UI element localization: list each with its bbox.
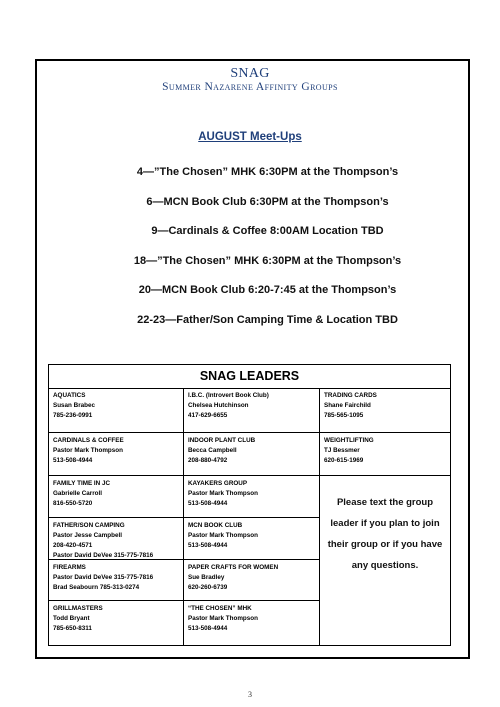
group-name: FAMILY TIME IN JC: [53, 480, 111, 487]
group-name: I.B.C. (Introvert Book Club): [188, 392, 269, 399]
leader-name: Pastor Mark Thompson: [188, 532, 258, 539]
leader-name: Gabrielle Carroll: [53, 490, 102, 497]
event-item: 9—Cardinals & Coffee 8:00AM Location TBD: [151, 225, 384, 237]
leader-name: Chelsea Hutchinson: [188, 402, 249, 409]
leader-phone: 513-508-4944: [188, 625, 228, 632]
leader-name: Pastor Mark Thompson: [188, 615, 258, 622]
leader-name: TJ Bessmer: [324, 447, 360, 454]
page-subtitle: Summer Nazarene Affinity Groups: [162, 81, 338, 93]
leader-cell: [184, 388, 320, 433]
leader-name: Becca Campbell: [188, 447, 237, 454]
leader-cell: [320, 433, 450, 476]
leader-phone: 785-236-0991: [53, 412, 93, 419]
group-name: GRILLMASTERS: [53, 605, 103, 612]
leader-cell: [184, 560, 320, 601]
event-list: [0, 166, 500, 343]
group-name: MCN BOOK CLUB: [188, 522, 243, 529]
group-name: CARDINALS & COFFEE: [53, 437, 124, 444]
leader-name: Brad Seabourn 785-313-0274: [53, 584, 140, 591]
contact-note: Please text the group leader if you plan to join their group or if you have any questions.: [327, 497, 443, 571]
leader-name: Pastor Jesse Campbell: [53, 532, 122, 539]
leader-name: Todd Bryant: [53, 615, 90, 622]
group-name: TRADING CARDS: [324, 392, 377, 399]
month-heading: AUGUST Meet-Ups: [198, 131, 302, 143]
leader-phone: 785-650-8311: [53, 625, 92, 632]
leader-phone: 513-508-4944: [188, 500, 228, 507]
leader-name: Pastor Mark Thompson: [188, 490, 258, 497]
leader-name: Pastor David DeVee 315-775-7816: [53, 574, 154, 581]
leader-cell: [184, 476, 320, 518]
group-name: FATHER/SON CAMPING: [53, 522, 125, 529]
leader-phone: 785-565-1095: [324, 412, 364, 419]
group-name: PAPER CRAFTS FOR WOMEN: [188, 564, 279, 571]
leader-cell: [320, 388, 450, 433]
event-item: 4—”The Chosen” MHK 6:30PM at the Thompson’s: [136, 166, 399, 178]
event-item: 20—MCN Book Club 6:20-7:45 at the Thompson’s: [138, 284, 397, 296]
leader-name: Pastor David DeVee 315-775-7816: [53, 552, 154, 559]
group-name: FIREARMS: [53, 564, 86, 571]
leaders-grid: [49, 388, 450, 645]
group-name: INDOOR PLANT CLUB: [188, 437, 256, 444]
group-name: KAYAKERS GROUP: [188, 480, 248, 487]
group-name: WEIGHTLIFTING: [324, 437, 374, 444]
group-name: “THE CHOSEN” MHK: [188, 605, 252, 612]
leader-cell: [49, 560, 184, 601]
event-item: 22-23—Father/Son Camping Time & Location TBD: [137, 313, 398, 326]
event-item: 18—”The Chosen” MHK 6:30PM at the Thompson’s: [133, 254, 402, 267]
leader-phone: 620-260-6739: [188, 584, 228, 591]
page-number: 3: [248, 690, 252, 699]
event-item: 6—MCN Book Club 6:30PM at the Thompson’s: [146, 195, 389, 208]
leader-phone: 513-508-4944: [188, 542, 228, 549]
leader-name: Shane Fairchild: [324, 402, 371, 409]
leader-cell: [49, 601, 184, 645]
leader-cell: [49, 518, 184, 560]
group-name: AQUATICS: [53, 392, 86, 399]
leader-cell: [184, 433, 320, 476]
leader-phone: 513-508-4944: [53, 457, 93, 464]
leader-name: Susan Brabec: [53, 402, 95, 409]
leader-phone: 417-629-6655: [188, 412, 228, 419]
leaders-heading: SNAG LEADERS: [49, 365, 450, 389]
leader-cell: [184, 601, 320, 645]
leader-cell: [184, 518, 320, 560]
leader-cell: [49, 433, 184, 476]
leader-cell: [49, 388, 184, 433]
leader-phone: 620-615-1969: [324, 457, 364, 464]
leader-phone: 208-420-4571: [53, 542, 93, 549]
page-title: SNAG: [230, 66, 270, 81]
leader-name: Pastor Mark Thompson: [53, 447, 123, 454]
leader-phone: 208-880-4792: [188, 457, 228, 464]
leaders-table: [48, 364, 451, 646]
leader-phone: 816-550-5720: [53, 500, 93, 507]
leader-name: Sue Bradley: [188, 574, 225, 581]
leader-cell: [49, 476, 184, 518]
